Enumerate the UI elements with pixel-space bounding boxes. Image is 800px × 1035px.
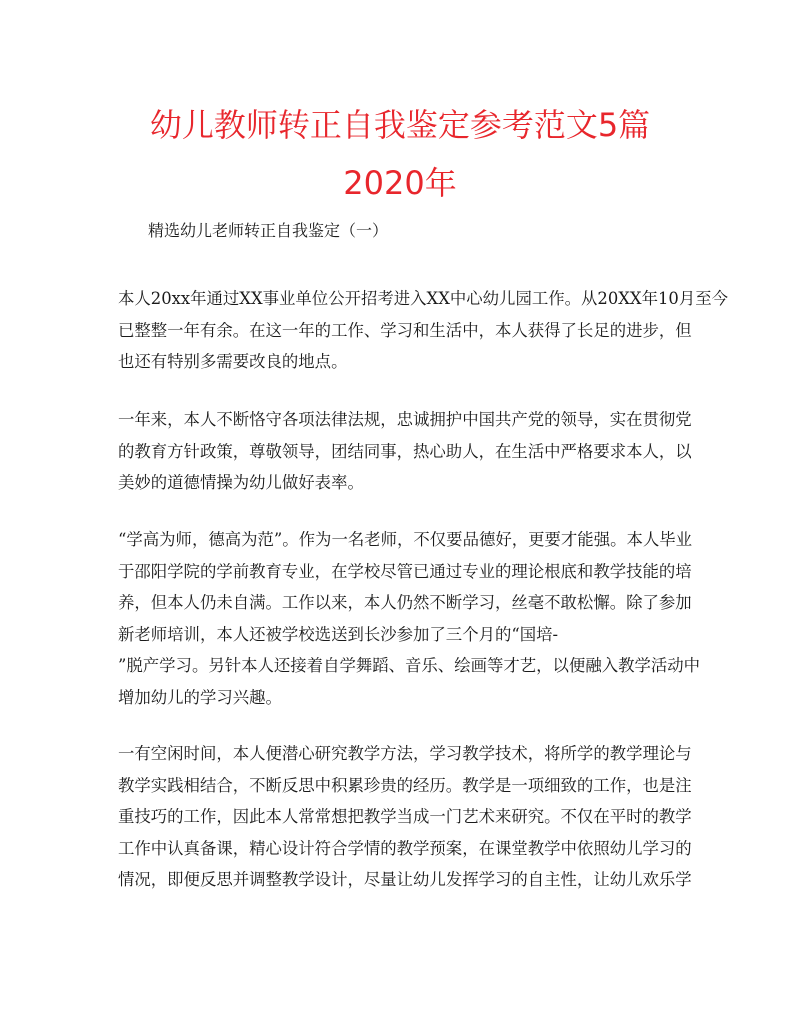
paragraph-3 (118, 524, 701, 713)
paragraph-line: 美妙的道德情操为幼儿做好表率。 (118, 473, 364, 492)
paragraph-1 (118, 283, 729, 378)
paragraph-line: 情况，即便反思并调整教学设计，尽量让幼儿发挥学习的自主性，让幼儿欢乐学 (118, 870, 692, 889)
paragraph-line: 已整整一年有余。在这一年的工作、学习和生活中，本人获得了长足的进步，但 (118, 320, 692, 340)
document-title: 幼儿教师转正自我鉴定参考范文5篇2020年 (149, 106, 651, 202)
paragraph-line: 于邵阳学院的学前教育专业，在学校尽管已通过专业的理论根底和教学技能的培 (118, 561, 692, 581)
paragraph-line: 的教育方针政策，尊敬领导，团结同事，热心助人，在生活中严格要求本人，以 (118, 441, 692, 461)
paragraph-line: ”脱产学习。另针本人还接着自学舞蹈、音乐、绘画等才艺，以便融入教学活动中 (118, 656, 701, 675)
paragraph-line: 本人20xx年通过XX事业单位公开招考进入XX中心幼儿园工作。从20XX年10月至今 (118, 289, 729, 308)
paragraph-line: 也还有特别多需要改良的地点。 (118, 352, 348, 371)
paragraph-line: 增加幼儿的学习兴趣。 (118, 687, 282, 707)
paragraph-line: 教学实践相结合，不断反思中积累珍贵的经历。教学是一项细致的工作，也是注 (118, 775, 692, 795)
paragraph-2 (118, 404, 692, 499)
paragraph-line: 一年来，本人不断恪守各项法律法规，忠诚拥护中国共产党的领导，实在贯彻党 (118, 410, 692, 429)
paragraph-line: 养，但本人仍未自满。工作以来，本人仍然不断学习，丝毫不敢松懈。除了参加 (118, 593, 692, 612)
paragraph-4 (118, 738, 692, 896)
paragraph-line: 重技巧的工作，因此本人常常想把教学当成一门艺术来研究。不仅在平时的教学 (118, 807, 692, 826)
paragraph-line: 一有空闲时间，本人便潜心研究教学方法，学习教学技术，将所学的教学理论与 (118, 744, 692, 763)
paragraph-line: 新老师培训，本人还被学校选送到长沙参加了三个月的“国培- (118, 624, 559, 644)
paragraph-line: 工作中认真备课，精心设计符合学情的教学预案，在课堂教学中依照幼儿学习的 (118, 838, 692, 858)
paragraph-line: “学高为师，德高为范”。作为一名老师，不仅要品德好，更要才能强。本人毕业 (118, 530, 693, 549)
document-subtitle: 精选幼儿老师转正自我鉴定（一） (148, 221, 389, 240)
